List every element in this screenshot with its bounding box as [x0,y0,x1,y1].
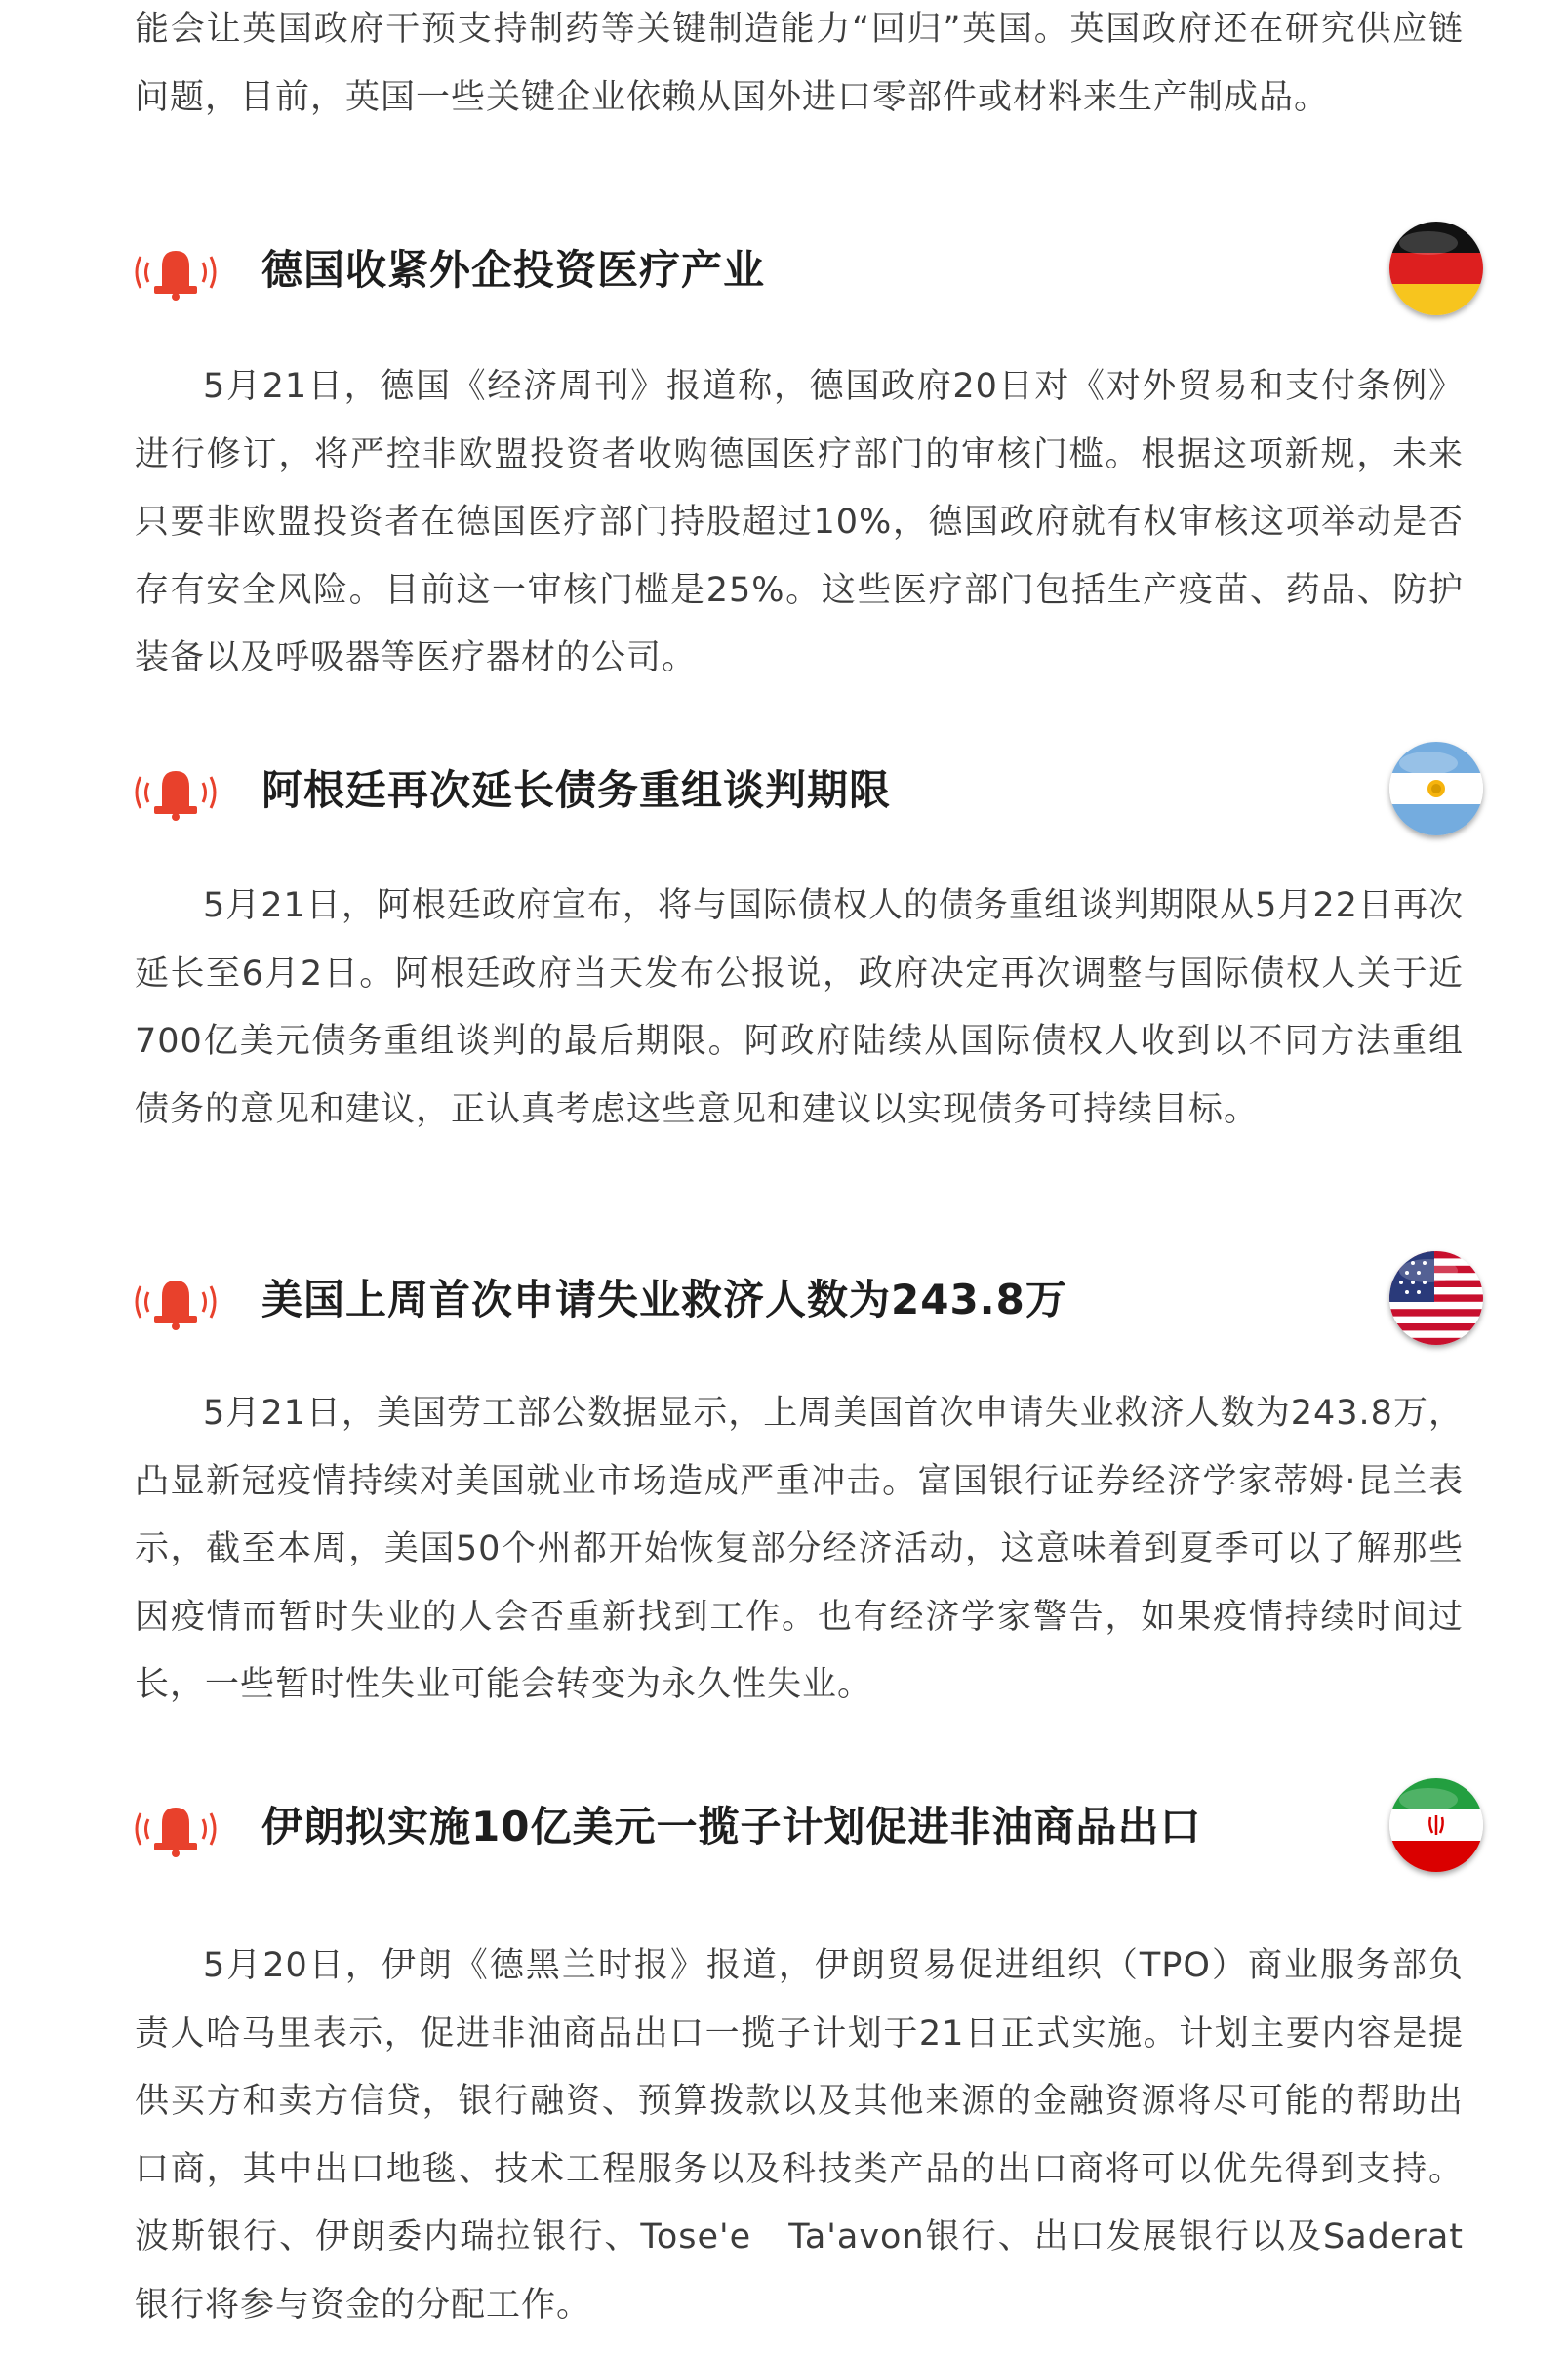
alarm-bell-icon [127,1273,224,1331]
section-heading-argentina [127,742,1483,849]
section-heading-germany [127,222,1483,329]
usa-flag-icon [1389,1251,1483,1345]
section-heading-iran [127,1778,1483,1886]
alarm-bell-icon [127,243,224,302]
alarm-bell-icon [127,1800,224,1858]
section-title: 德国收紧外企投资医疗产业 [261,246,766,294]
intro-paragraph: 能会让英国政府干预支持制药等关键制造能力“回归”英国。英国政府还在研究供应链问题，目前，英国一些关键企业依赖从国外进口零部件或材料来生产制成品。 [135,10,1464,117]
section-title: 阿根廷再次延长债务重组谈判期限 [261,766,892,814]
germany-flag-icon [1389,222,1483,315]
section-body-usa: 5月21日，美国劳工部公数据显示，上周美国首次申请失业救济人数为243.8万，凸显新冠疫情持续对美国就业市场造成严重冲击。富国银行证券经济学家蒂姆·昆兰表示，截至本周，美国50个州都开始恢复部分经济活动，这意味着到夏季可以了解那些因疫情而暂时失业的人会否重新找到工作。也有经济学家警告，如果疫情持续时间过长，一些暂时性失业可能会转变为永久性失业。 [135,1394,1464,1704]
section-body-argentina: 5月21日，阿根廷政府宣布，将与国际债权人的债务重组谈判期限从5月22日再次延长至6月2日。阿根廷政府当天发布公报说，政府决定再次调整与国际债权人关于近700亿美元债务重组谈判的最后期限。阿政府陆续从国际债权人收到以不同方法重组债务的意见和建议，正认真考虑这些意见和建议以实现债务可持续目标。 [135,886,1464,1129]
section-body-germany: 5月21日，德国《经济周刊》报道称，德国政府20日对《对外贸易和支付条例》进行修订，将严控非欧盟投资者收购德国医疗部门的审核门槛。根据这项新规，未来只要非欧盟投资者在德国医疗部门持股超过10%，德国政府就有权审核这项举动是否存有安全风险。目前这一审核门槛是25%。这些医疗部门包括生产疫苗、药品、防护装备以及呼吸器等医疗器材的公司。 [135,367,1464,677]
iran-flag-icon [1389,1778,1483,1872]
section-title: 伊朗拟实施10亿美元一揽子计划促进非油商品出口 [261,1803,1202,1850]
section-title: 美国上周首次申请失业救济人数为243.8万 [261,1276,1067,1323]
section-body-iran: 5月20日，伊朗《德黑兰时报》报道，伊朗贸易促进组织（TPO）商业服务部负责人哈马里表示，促进非油商品出口一揽子计划于21日正式实施。计划主要内容是提供买方和卖方信贷，银行融资、预算拨款以及其他来源的金融资源将尽可能的帮助出口商，其中出口地毯、技术工程服务以及科技类产品的出口商将可以优先得到支持。波斯银行、伊朗委内瑞拉银行、Tose'e Ta'avon银行、出口发展银行以及Saderat银行将参与资金的分配工作。 [135,1946,1464,2325]
argentina-flag-icon [1389,742,1483,835]
alarm-bell-icon [127,763,224,822]
section-heading-usa [127,1251,1483,1359]
